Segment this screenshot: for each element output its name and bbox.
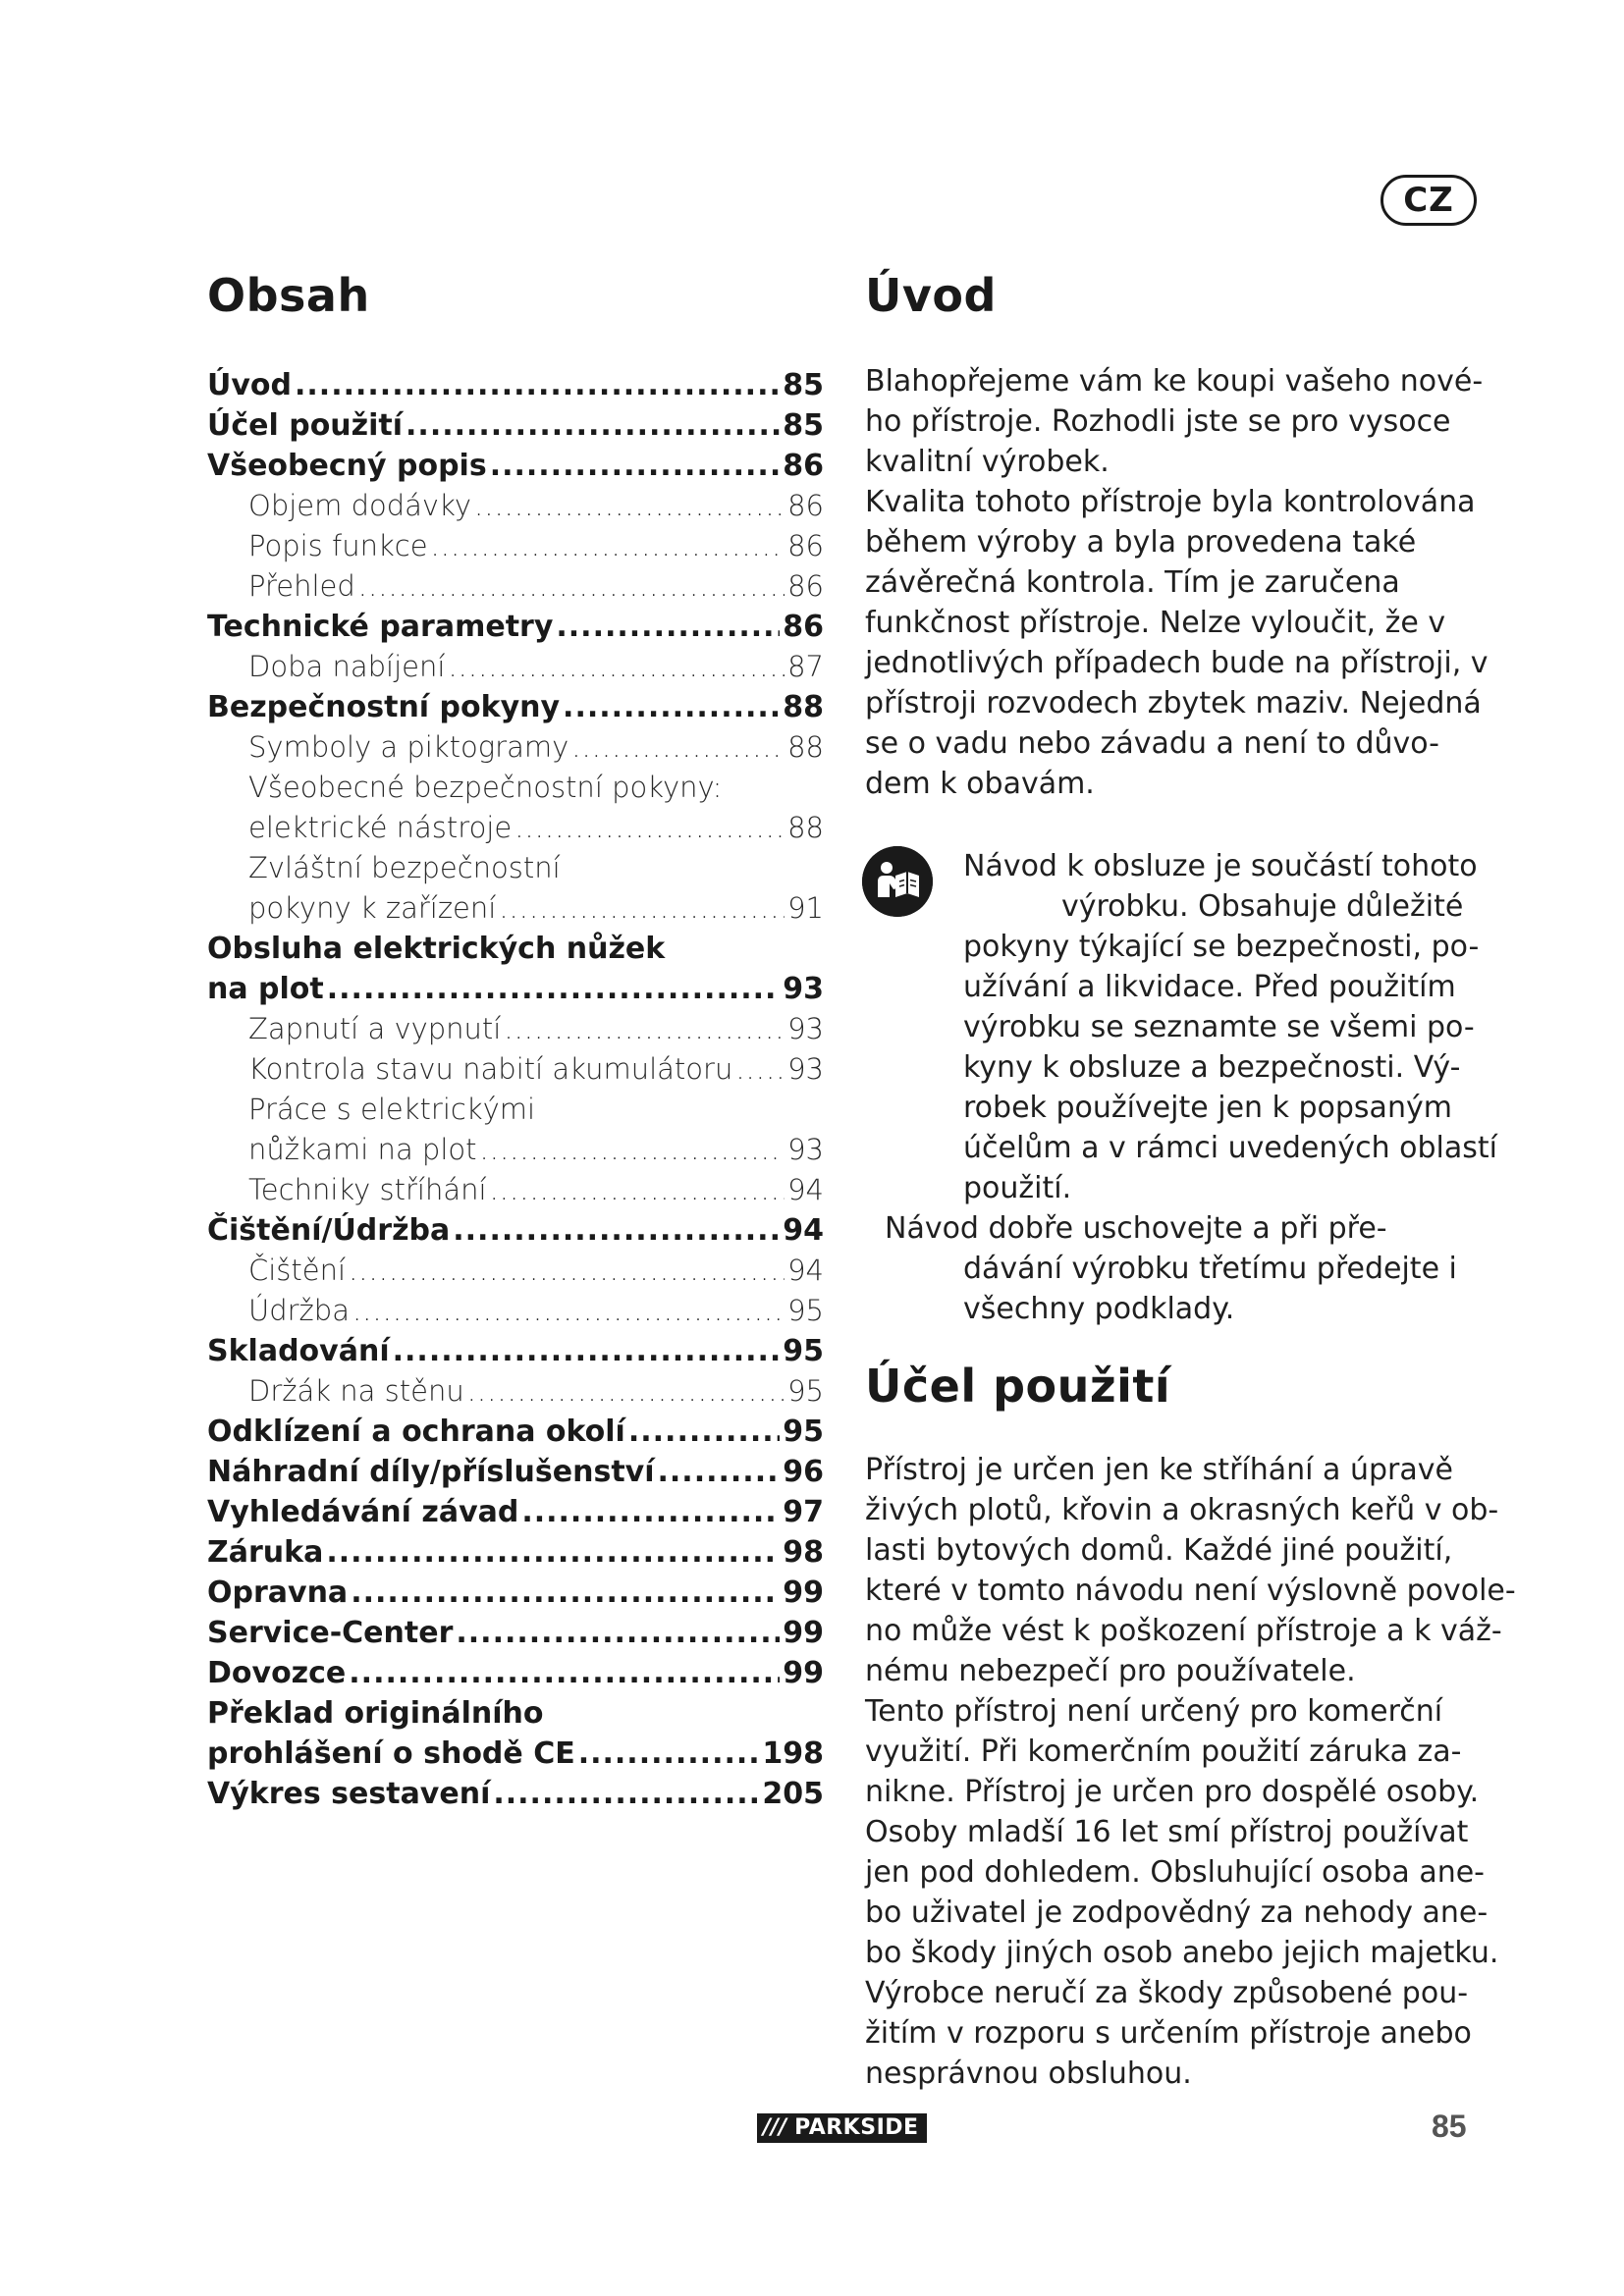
toc-leader-dots	[295, 365, 780, 405]
toc-entry-label: Bezpečnostní pokyny	[207, 690, 561, 724]
toc-leader-dots	[490, 1170, 785, 1210]
toc-row	[207, 1251, 824, 1291]
toc-row	[207, 526, 824, 566]
toc-row	[207, 647, 824, 687]
text-line: během výroby a byla provedena také	[865, 525, 1417, 560]
text-line: kyny k obsluze a bezpečnosti. Vý-	[963, 1050, 1461, 1085]
toc-entry-label: elektrické nástroje	[248, 811, 513, 844]
text-line: Blahopřejeme vám ke koupi vašeho nové-	[865, 364, 1484, 399]
toc-page-number: 198	[762, 1736, 824, 1771]
toc-leader-dots	[504, 1009, 785, 1049]
toc-row	[207, 1693, 824, 1734]
toc-entry-label: Všeobecné bezpečnostní pokyny:	[248, 771, 723, 804]
toc-page-number: 205	[762, 1777, 824, 1811]
text-line: jednotlivých případech bude na přístroji, v	[865, 646, 1489, 680]
toc-row	[207, 848, 824, 888]
toc-row	[207, 1009, 824, 1049]
toc-row	[207, 1653, 824, 1693]
toc-leader-dots	[349, 1251, 785, 1291]
ucel-heading: Účel použití	[865, 1360, 1171, 1413]
toc-page-number: 87	[787, 650, 824, 683]
toc-page-number: 88	[787, 811, 824, 844]
toc-row	[207, 1210, 824, 1251]
text-line: všechny podklady.	[963, 1292, 1235, 1326]
toc-entry-label: Kontrola stavu nabití akumulátoru	[248, 1052, 733, 1086]
toc-row	[207, 969, 824, 1009]
toc-page-number: 95	[783, 1334, 824, 1368]
toc-title: Obsah	[207, 269, 370, 322]
toc-row	[207, 768, 824, 808]
table-of-contents	[207, 365, 824, 1814]
uvod-paragraph	[865, 361, 1489, 804]
toc-page-number: 95	[787, 1294, 824, 1327]
text-line: výrobku. Obsahuje důležité	[1061, 889, 1464, 924]
toc-leader-dots	[453, 1210, 780, 1251]
text-line: využití. Při komerčním použití záruka za-	[865, 1735, 1462, 1769]
toc-row	[207, 1130, 824, 1170]
toc-entry-label: Objem dodávky	[248, 489, 472, 522]
toc-page-number: 98	[783, 1535, 824, 1570]
uvod-heading: Úvod	[865, 269, 997, 322]
toc-page-number: 93	[787, 1133, 824, 1166]
manual-reading-icon	[862, 846, 933, 917]
toc-leader-dots	[448, 647, 785, 687]
toc-row	[207, 687, 824, 727]
toc-page-number: 94	[787, 1173, 824, 1206]
toc-entry-label: Vyhledávání závad	[207, 1495, 519, 1529]
toc-entry-label: Úvod	[207, 368, 293, 402]
toc-page-number: 86	[783, 449, 824, 483]
toc-row	[207, 365, 824, 405]
toc-page-number: 93	[787, 1052, 824, 1086]
toc-row	[207, 446, 824, 486]
toc-page-number: 99	[783, 1575, 824, 1610]
toc-row	[207, 888, 824, 929]
toc-entry-label: Doba nabíjení	[248, 650, 446, 683]
text-line: lasti bytových domů. Každé jiné použití,	[865, 1533, 1453, 1568]
toc-leader-dots	[735, 1049, 785, 1090]
text-line: nikne. Přístroj je určen pro dospělé osoby.	[865, 1775, 1480, 1809]
toc-page-number: 99	[783, 1656, 824, 1690]
text-line: výrobku se seznamte se všemi po-	[963, 1010, 1475, 1044]
toc-entry-label: Držák na stěnu	[248, 1374, 464, 1408]
toc-entry-label: pokyny k zařízení	[248, 891, 497, 925]
toc-page-number: 86	[787, 489, 824, 522]
toc-entry-label: Práce s elektrickými	[248, 1093, 536, 1126]
ucel-paragraph	[865, 1450, 1516, 2094]
toc-leader-dots	[474, 486, 785, 526]
text-line: nému nebezpečí pro používatele.	[865, 1654, 1356, 1688]
toc-row	[207, 1492, 824, 1532]
toc-leader-dots	[514, 808, 785, 848]
text-line: Tento přístroj není určený pro komerční	[865, 1694, 1443, 1729]
toc-leader-dots	[456, 1613, 780, 1653]
text-line: použití.	[963, 1171, 1072, 1205]
toc-entry-label: Záruka	[207, 1535, 324, 1570]
toc-entry-label: nůžkami na plot	[248, 1133, 477, 1166]
toc-row	[207, 1331, 824, 1371]
toc-leader-dots	[493, 1774, 759, 1814]
toc-page-number: 93	[787, 1012, 824, 1045]
toc-entry-label: Čištění	[248, 1254, 347, 1287]
parkside-logo	[757, 2113, 927, 2143]
toc-entry-label: Náhradní díly/příslušenství	[207, 1455, 655, 1489]
toc-row	[207, 727, 824, 768]
toc-leader-dots	[393, 1331, 781, 1371]
toc-row	[207, 1291, 824, 1331]
toc-leader-dots	[563, 687, 780, 727]
text-line: živých plotů, křovin a okrasných keřů v ob-	[865, 1493, 1499, 1527]
toc-row	[207, 1774, 824, 1814]
toc-row	[207, 1090, 824, 1130]
toc-page-number: 94	[787, 1254, 824, 1287]
toc-entry-label: Skladování	[207, 1334, 390, 1368]
toc-row	[207, 486, 824, 526]
text-line: dem k obavám.	[865, 767, 1095, 801]
toc-row	[207, 1573, 824, 1613]
toc-leader-dots	[406, 405, 780, 446]
toc-page-number: 95	[783, 1415, 824, 1449]
toc-entry-label: prohlášení o shodě CE	[207, 1736, 575, 1771]
text-line: závěrečná kontrola. Tím je zaručena	[865, 565, 1400, 600]
toc-leader-dots	[521, 1492, 780, 1532]
toc-entry-label: Odklízení a ochrana okolí	[207, 1415, 625, 1449]
toc-row	[207, 1613, 824, 1653]
toc-page-number: 86	[783, 610, 824, 644]
text-line: nesprávnou obsluhou.	[865, 2056, 1192, 2091]
toc-entry-label: Zapnutí a vypnutí	[248, 1012, 502, 1045]
toc-page-number: 86	[787, 529, 824, 562]
toc-page-number: 86	[787, 569, 824, 603]
toc-page-number: 88	[787, 730, 824, 764]
toc-entry-label: Výkres sestavení	[207, 1777, 491, 1811]
toc-leader-dots	[467, 1371, 785, 1412]
toc-leader-dots	[326, 1532, 780, 1573]
toc-row	[207, 607, 824, 647]
toc-leader-dots	[349, 1653, 780, 1693]
page-number: 85	[1432, 2109, 1467, 2144]
text-line: Osoby mladší 16 let smí přístroj používat	[865, 1815, 1469, 1849]
toc-leader-dots	[556, 607, 780, 647]
toc-page-number: 91	[787, 891, 824, 925]
toc-page-number: 93	[783, 972, 824, 1006]
toc-entry-label: Překlad originálního	[207, 1696, 544, 1731]
text-line: kvalitní výrobek.	[865, 445, 1110, 479]
toc-row	[207, 1452, 824, 1492]
toc-leader-dots	[351, 1573, 780, 1613]
text-line: no může vést k poškození přístroje a k váž-	[865, 1614, 1502, 1648]
text-line: robek používejte jen k popsaným	[963, 1091, 1452, 1125]
toc-leader-dots	[358, 566, 785, 607]
text-line: které v tomto návodu není výslovně povole-	[865, 1574, 1516, 1608]
toc-page-number: 97	[783, 1495, 824, 1529]
toc-row	[207, 1412, 824, 1452]
toc-row	[207, 405, 824, 446]
toc-leader-dots	[352, 1291, 785, 1331]
toc-entry-label: Údržba	[248, 1294, 350, 1327]
text-line: bo škody jiných osob anebo jejich majetku.	[865, 1936, 1499, 1970]
toc-row	[207, 929, 824, 969]
manual-note	[963, 846, 1497, 1208]
toc-entry-label: Techniky stříhání	[248, 1173, 487, 1206]
toc-entry-label: Obsluha elektrických nůžek	[207, 932, 666, 966]
toc-leader-dots	[499, 888, 785, 929]
toc-leader-dots	[628, 1412, 780, 1452]
toc-row	[207, 1734, 824, 1774]
toc-row	[207, 1532, 824, 1573]
toc-entry-label: Symboly a piktogramy	[248, 730, 569, 764]
toc-entry-label: Dovozce	[207, 1656, 347, 1690]
text-line: Návod dobře uschovejte a při pře-	[885, 1211, 1387, 1246]
text-line: bo uživatel je zodpovědný za nehody ane-	[865, 1896, 1489, 1930]
text-line: funkčnost přístroje. Nelze vyloučit, že v	[865, 606, 1446, 640]
toc-row	[207, 1170, 824, 1210]
toc-leader-dots	[490, 446, 781, 486]
toc-entry-label: Service-Center	[207, 1616, 454, 1650]
toc-row	[207, 808, 824, 848]
text-line: se o vadu nebo závadu a není to důvo-	[865, 726, 1439, 761]
brand-name: PARKSIDE	[792, 2113, 926, 2143]
text-line: Výrobce neručí za škody způsobené pou-	[865, 1976, 1469, 2010]
toc-page-number: 94	[783, 1213, 824, 1248]
toc-page-number: 85	[783, 368, 824, 402]
toc-entry-label: Přehled	[248, 569, 355, 603]
toc-entry-label: na plot	[207, 972, 324, 1006]
toc-leader-dots	[578, 1734, 760, 1774]
text-line: žitím v rozporu s určením přístroje anebo	[865, 2016, 1472, 2051]
toc-page-number: 88	[783, 690, 824, 724]
toc-entry-label: Všeobecný popis	[207, 449, 487, 483]
manual-keep-note	[885, 1208, 1484, 1329]
text-line: užívání a likvidace. Před použitím	[963, 970, 1456, 1004]
text-line: Návod k obsluze je součástí tohoto	[963, 849, 1478, 883]
toc-entry-label: Čištění/Údržba	[207, 1213, 451, 1248]
text-line: ho přístroje. Rozhodli jste se pro vysoce	[865, 404, 1451, 439]
toc-row	[207, 1049, 824, 1090]
language-badge: CZ	[1380, 175, 1477, 226]
toc-page-number: 85	[783, 408, 824, 443]
toc-leader-dots	[571, 727, 785, 768]
toc-page-number: 99	[783, 1616, 824, 1650]
text-line: pokyny týkající se bezpečnosti, po-	[963, 930, 1480, 964]
toc-entry-label: Popis funkce	[248, 529, 428, 562]
toc-leader-dots	[431, 526, 785, 566]
text-line: Přístroj je určen jen ke stříhání a úpravě	[865, 1453, 1453, 1487]
toc-page-number: 96	[783, 1455, 824, 1489]
toc-page-number: 95	[787, 1374, 824, 1408]
toc-row	[207, 1371, 824, 1412]
text-line: Kvalita tohoto přístroje byla kontrolována	[865, 485, 1476, 519]
text-line: dávání výrobku třetímu předejte i	[963, 1252, 1457, 1286]
toc-entry-label: Účel použití	[207, 408, 404, 443]
text-line: jen pod dohledem. Obsluhující osoba ane-	[865, 1855, 1485, 1890]
text-line: účelům a v rámci uvedených oblastí	[963, 1131, 1497, 1165]
toc-leader-dots	[480, 1130, 785, 1170]
toc-row	[207, 566, 824, 607]
toc-entry-label: Technické parametry	[207, 610, 554, 644]
toc-entry-label: Zvláštní bezpečnostní	[248, 851, 561, 884]
text-line: přístroji rozvodech zbytek maziv. Nejedná	[865, 686, 1482, 721]
brand-slashes: ///	[757, 2113, 792, 2143]
toc-leader-dots	[658, 1452, 781, 1492]
toc-leader-dots	[327, 969, 780, 1009]
toc-entry-label: Opravna	[207, 1575, 349, 1610]
